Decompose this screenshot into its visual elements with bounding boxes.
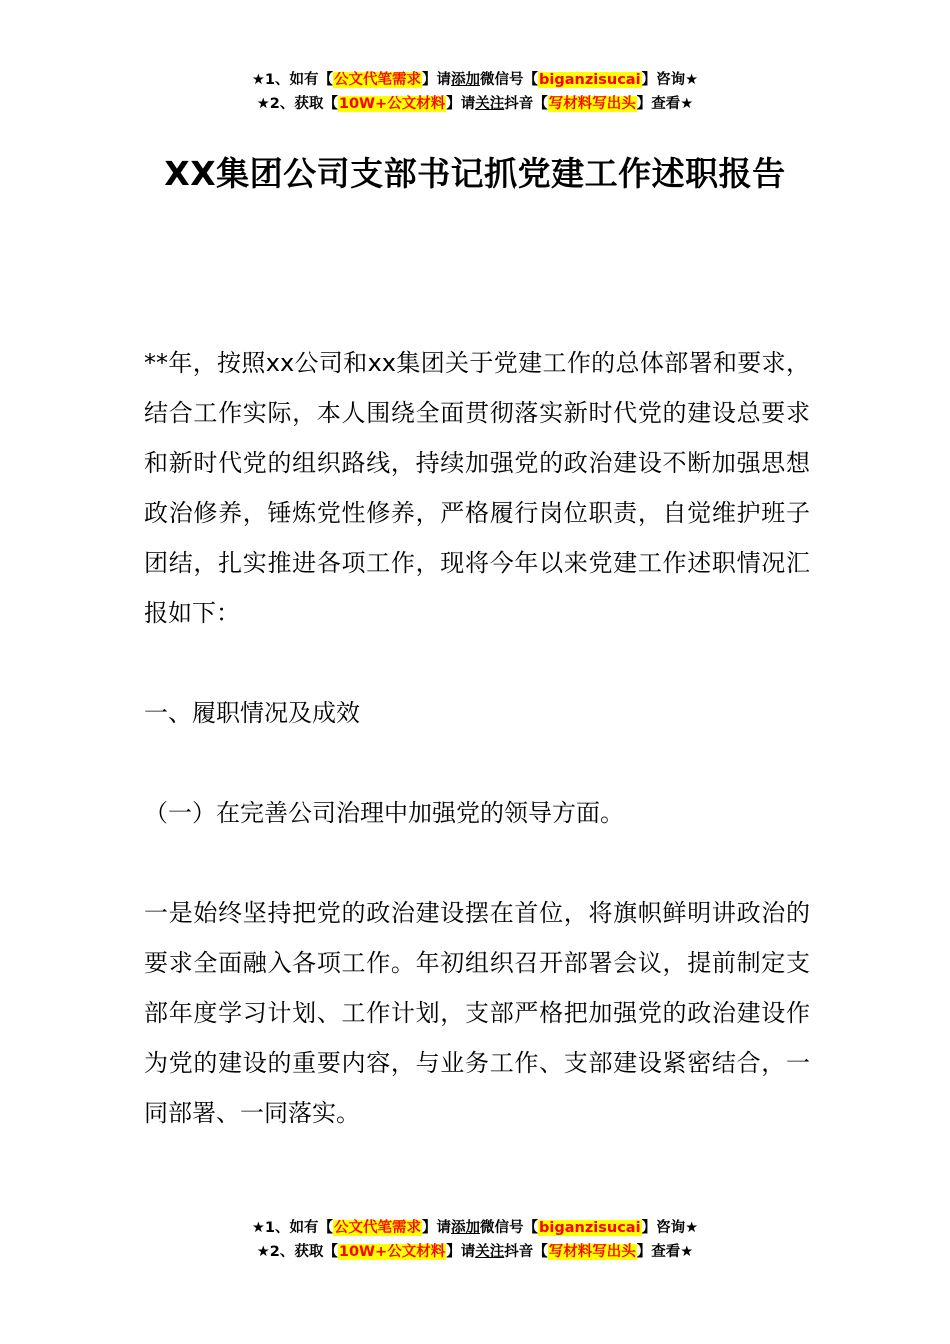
promo-text: 抖音【 [504,96,548,112]
promo-banner-top [0,68,950,116]
promo-text: ★2、获取【 [256,96,338,112]
promo-underline-text: 添加 [451,72,481,88]
promo-text: 】咨询★ [641,1220,699,1236]
promo-line-1 [0,68,950,92]
promo-text: 微信号【 [480,72,539,88]
document-body [144,338,810,1138]
promo-text: 】查看★ [636,96,694,112]
intro-paragraph: **年，按照xx公司和xx集团关于党建工作的总体部署和要求，结合工作实际，本人围绕全面贯彻落实新时代党的建设总要求和新时代党的组织路线，持续加强党的政治建设不断加强思想政治修养，锤炼党性修养，严格履行岗位职责，自觉维护班子团结，扎实推进各项工作，现将今年以来党建工作述职情况汇报如下： [144,349,810,627]
promo-line-1 [0,1216,950,1240]
promo-text: 】请 [422,1220,452,1236]
promo-douyin-id: 写材料写出头 [548,96,636,112]
promo-underline-text: 关注 [475,1244,505,1260]
promo-text: 】请 [446,96,476,112]
promo-underline-text: 添加 [451,1220,481,1236]
promo-highlight: 公文代笔需求 [334,1220,422,1236]
body-paragraph: 一是始终坚持把党的政治建设摆在首位，将旗帜鲜明讲政治的要求全面融入各项工作。年初组织召开部署会议，提前制定支部年度学习计划、工作计划，支部严格把加强党的政治建设作为党的建设的重要内容，与业务工作、支部建设紧密结合，一同部署、一同落实。 [144,899,810,1127]
promo-text: 抖音【 [504,1244,548,1260]
promo-line-2 [0,92,950,116]
promo-text: ★1、如有【 [251,1220,334,1236]
promo-wechat-id: biganzisucai [539,72,641,88]
promo-banner-bottom [0,1216,950,1264]
promo-text: 】查看★ [636,1244,694,1260]
document-title: XX集团公司支部书记抓党建工作述职报告 [164,154,786,193]
promo-line-2 [0,1240,950,1264]
promo-highlight: 10W+公文材料 [338,96,446,112]
section-heading: 一、履职情况及成效 [144,699,360,727]
promo-douyin-id: 写材料写出头 [548,1244,636,1260]
promo-underline-text: 关注 [475,96,505,112]
promo-text: 】请 [422,72,452,88]
promo-text: 】请 [446,1244,476,1260]
promo-text: 】咨询★ [641,72,699,88]
promo-text: ★1、如有【 [251,72,334,88]
promo-highlight: 公文代笔需求 [334,72,422,88]
promo-text: ★2、获取【 [256,1244,338,1260]
promo-text: 微信号【 [480,1220,539,1236]
promo-highlight: 10W+公文材料 [338,1244,446,1260]
promo-wechat-id: biganzisucai [539,1220,641,1236]
subsection-heading: （一）在完善公司治理中加强党的领导方面。 [144,799,624,827]
